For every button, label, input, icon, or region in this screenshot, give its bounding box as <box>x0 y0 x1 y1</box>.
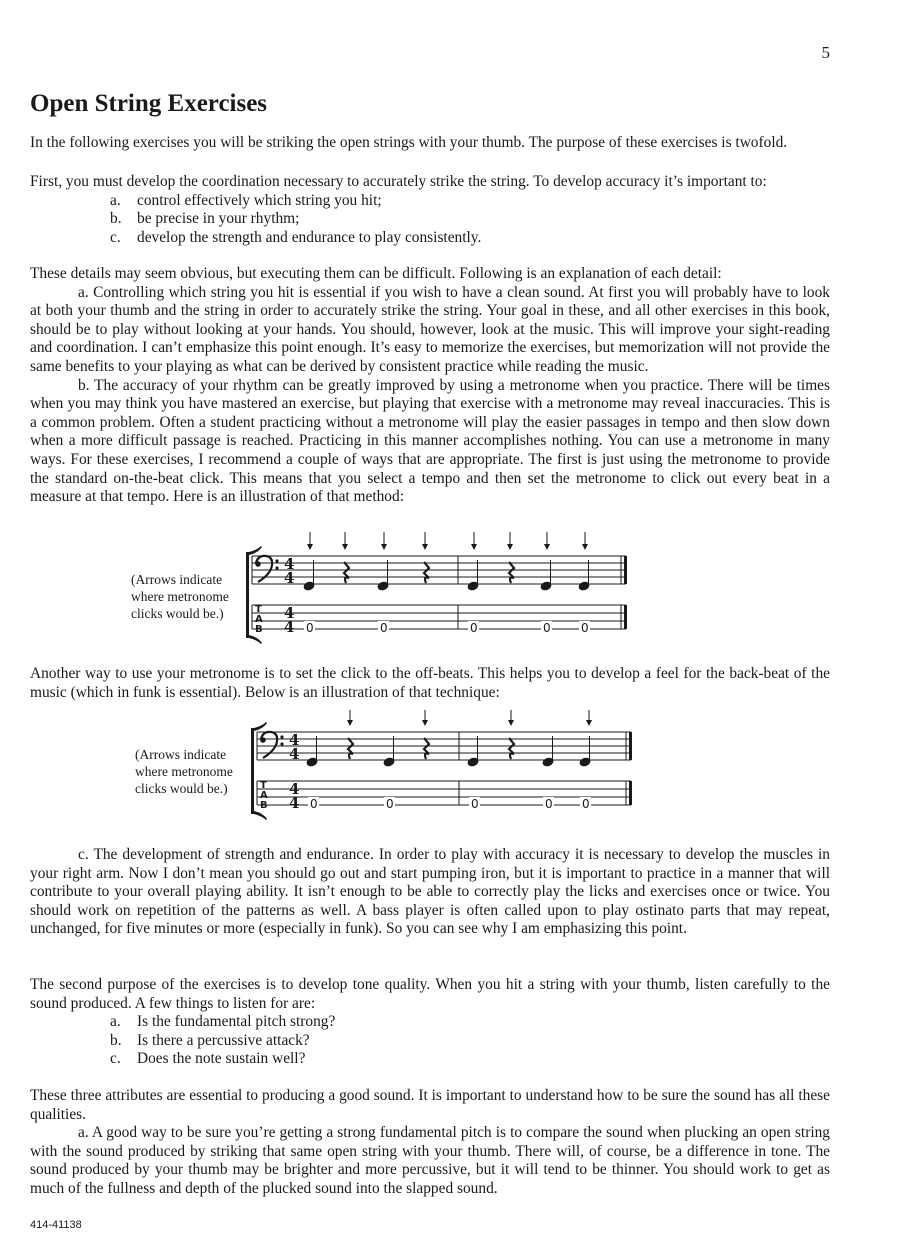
metronome-arrows <box>350 710 589 722</box>
detail-c-paragraph <box>30 846 830 939</box>
tab-time-sig-bottom: 4 <box>284 618 295 636</box>
quarter-rests <box>348 738 514 759</box>
attribute-a: a. A good way to be sure you’re getting a strong fundamental pitch is to compare the sound when plucking an open string with the sound produced by striking that same open string with your thumb. There will, of course, be a difference in tone. The sound produced by your thumb may be brighter and more percussive, but it will tend to be thinner. You should work to get as much of the fullness and depth of the plucked sound into the slapped sound. <box>30 1124 830 1197</box>
tab-fret: 0 <box>310 797 318 811</box>
tab-fret: 0 <box>471 797 479 811</box>
tab-fret: 0 <box>380 621 388 635</box>
list-item <box>30 229 830 248</box>
time-sig-top: 4 <box>284 555 295 573</box>
accuracy-list <box>30 192 830 248</box>
bass-clef-icon <box>255 556 278 582</box>
list-letter: c. <box>110 1050 121 1068</box>
tab-fret: 0 <box>386 797 394 811</box>
list-item <box>30 192 830 211</box>
tab-fret: 0 <box>543 621 551 635</box>
list-letter: c. <box>110 228 121 246</box>
list-text: Is there a percussive attack? <box>137 1031 310 1049</box>
time-sig-bottom: 4 <box>289 745 300 763</box>
first-purpose <box>30 173 830 247</box>
list-letter: b. <box>110 1031 122 1049</box>
tab-letter-b: B <box>260 800 268 811</box>
details-section <box>30 265 830 507</box>
list-item <box>30 1032 830 1051</box>
list-text: be precise in your rhythm; <box>137 210 300 228</box>
tab-letter-b: B <box>255 624 263 635</box>
details-lead: These details may seem obvious, but executing them can be difficult. Following is an explanation of each detail: <box>30 265 722 282</box>
list-text: control effectively which string you hit; <box>137 191 382 209</box>
detail-c: c. The development of strength and endurance. In order to play with accuracy it is necessary to develop the muscles in your right arm. Now I don’t mean you should go out and start pumping iron, but it is important to practice in a manner that will contribute to your overall playing ability. It isn’t enough to be able to correctly play the licks and exercises once or twice. You should work on repetition of the patterns as well. A bass player is often called upon to play ostinato parts that may repeat, unchanged, for five minutes or more (especially in funk). So you can see why I am emphasizing this point. <box>30 846 830 938</box>
intro-paragraph <box>30 134 830 153</box>
tab-fret: 0 <box>545 797 553 811</box>
tab-letter-a: A <box>255 614 263 625</box>
second-purpose <box>30 976 830 1069</box>
intro-text: In the following exercises you will be striking the open strings with your thumb. The purpose of these exercises is twofold. <box>30 134 788 151</box>
figure-1-caption: (Arrows indicate where metronome clicks would be.) <box>131 572 229 621</box>
list-text: develop the strength and endurance to play consistently. <box>137 228 482 246</box>
tab-time-sig-top: 4 <box>284 604 295 622</box>
list-item <box>30 1013 830 1032</box>
list-item <box>30 210 830 229</box>
tab-time-sig-top: 4 <box>289 780 300 798</box>
attributes-lead: These three attributes are essential to producing a good sound. It is important to understand how to be sure the sound has all these qualities. <box>30 1087 830 1123</box>
tab-letter-t: T <box>255 604 262 615</box>
figure-2-notation <box>245 704 645 824</box>
tone-list <box>30 1013 830 1069</box>
list-letter: b. <box>110 210 122 228</box>
list-letter: a. <box>110 1013 121 1031</box>
tab-fret: 0 <box>581 621 589 635</box>
list-item <box>30 1050 830 1069</box>
detail-a: a. Controlling which string you hit is essential if you wish to have a clean sound. At first you will probably have to look at both your thumb and the string in order to accurately strike the string. Your goal in these, and all other exercises in this book, should be to play without looking at your hands. You should, however, look at the music. This will improve your sight-reading and coordination. I can’t emphasize this point enough. It’s easy to memorize the exercises, but memorization will not provide the same benefits to your playing as what can be derived by consistent practice while reading the music. <box>30 283 830 375</box>
list-text: Does the note sustain well? <box>137 1050 306 1068</box>
offbeat-text: Another way to use your metronome is to set the click to the off-beats. This helps you to develop a feel for the back-beat of the music (which in funk is essential). Below is an illustration of that technique: <box>30 665 830 701</box>
metronome-arrows <box>310 532 585 546</box>
bass-clef-icon <box>260 732 283 758</box>
time-sig-bottom: 4 <box>284 569 295 587</box>
tab-letter-t: T <box>260 780 267 791</box>
list-letter: a. <box>110 191 121 209</box>
second-purpose-text: The second purpose of the exercises is to develop tone quality. When you hit a string with your thumb, listen carefully to the sound produced. A few things to listen for are: <box>30 976 830 1012</box>
staff <box>257 732 631 760</box>
staff <box>252 556 626 584</box>
first-purpose-text: First, you must develop the coordination necessary to accurately strike the string. To develop accuracy it’s important to: <box>30 173 767 190</box>
tab-letter-a: A <box>260 790 268 801</box>
page-number: 5 <box>821 43 830 62</box>
footer-code: 414-41138 <box>30 1219 82 1231</box>
tab-time-sig-bottom: 4 <box>289 794 300 812</box>
offbeat-paragraph <box>30 665 830 702</box>
time-sig-top: 4 <box>289 731 300 749</box>
tab-fret: 0 <box>470 621 478 635</box>
list-text: Is the fundamental pitch strong? <box>137 1013 336 1031</box>
page-title: Open String Exercises <box>30 90 268 117</box>
quarter-rests <box>344 562 514 583</box>
tab-fret: 0 <box>582 797 590 811</box>
figure-1-notation <box>240 528 640 648</box>
tab-fret: 0 <box>306 621 314 635</box>
detail-b: b. The accuracy of your rhythm can be greatly improved by using a metronome when you practice. There will be times when you may think you have mastered an exercise, but playing that exercise with a metronome may reveal inaccuracies. This is a common problem. Often a student practicing without a metronome will play the easier passages in tempo and then slow down when a more difficult passage is reached. Practicing in this manner accomplishes nothing. You can use a metronome in many ways. For these exercises, I recommend a couple of ways that are appropriate. The first is just using the metronome to provide the standard on-the-beat click. This means that you select a tempo and then set the metronome to click out every beat in a measure at that tempo. Here is an illustration of that method: <box>30 376 830 506</box>
figure-2-caption: (Arrows indicate where metronome clicks would be.) <box>135 747 233 796</box>
attributes-section <box>30 1087 830 1199</box>
